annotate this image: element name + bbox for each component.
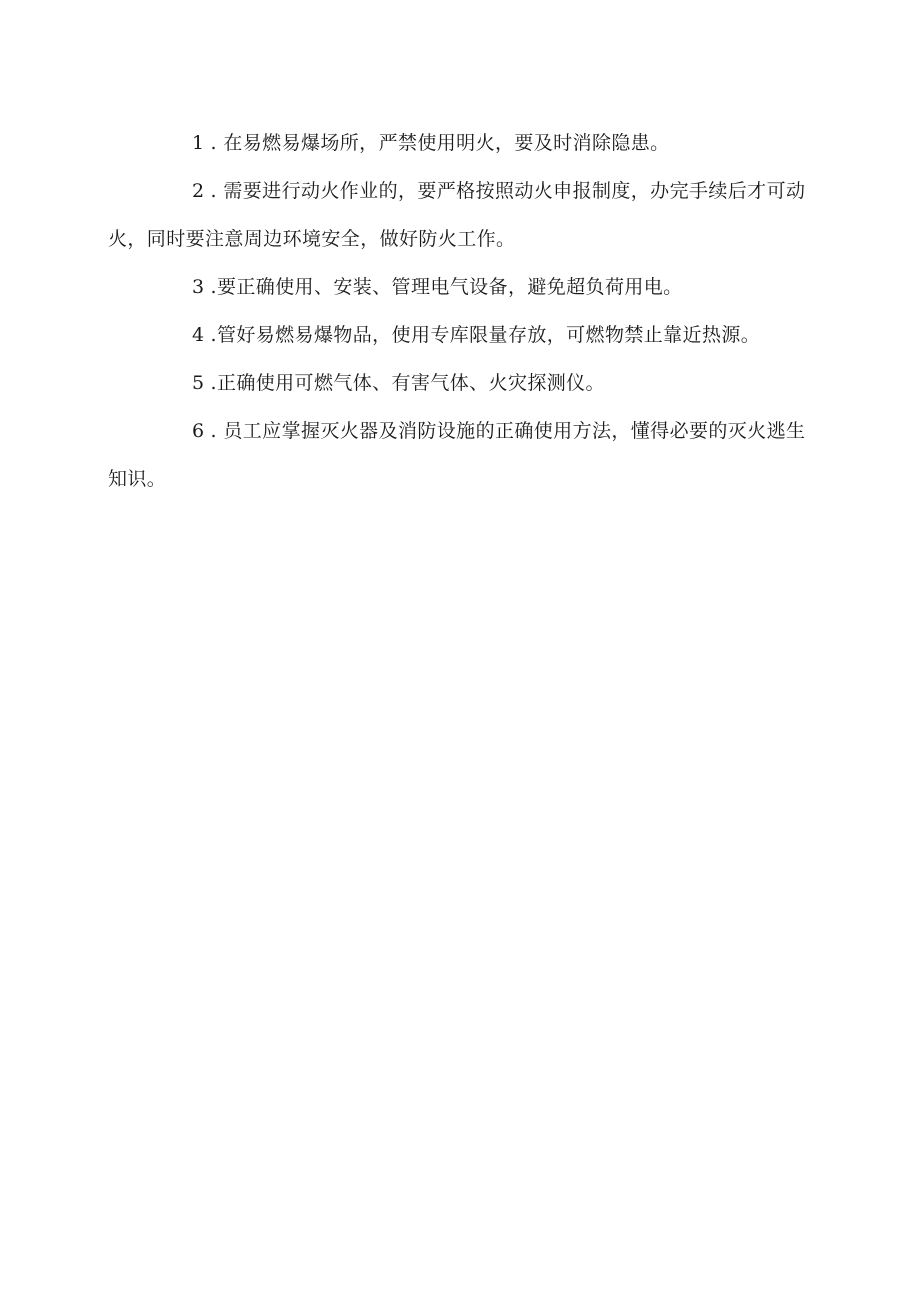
- rule-number: 1: [192, 132, 205, 154]
- rule-item-4: [108, 311, 808, 359]
- rule-number: 2: [192, 180, 205, 202]
- rule-item-1: [108, 119, 808, 167]
- rule-number: 4: [192, 324, 205, 346]
- rule-number: 6: [192, 420, 205, 442]
- rule-number: 3: [192, 276, 205, 298]
- rule-text: .正确使用可燃气体、有害气体、火灾探测仪。: [210, 372, 605, 394]
- safety-rules-list: [108, 119, 808, 503]
- rule-text: .要正确使用、安装、管理电气设备，避免超负荷用电。: [210, 276, 683, 298]
- rule-text: .管好易燃易爆物品，使用专库限量存放，可燃物禁止靠近热源。: [210, 324, 761, 346]
- rule-text: . 在易燃易爆场所，严禁使用明火，要及时消除隐患。: [210, 132, 670, 154]
- rule-item-3: [108, 263, 808, 311]
- rule-text: . 需要进行动火作业的，要严格按照动火申报制度，办完手续后才可动火，同时要注意周边环境安全，做好防火工作。: [108, 180, 806, 250]
- rule-text: . 员工应掌握灭火器及消防设施的正确使用方法，懂得必要的灭火逃生知识。: [108, 420, 806, 490]
- rule-item-2: [108, 167, 808, 263]
- rule-item-6: [108, 407, 808, 503]
- rule-number: 5: [192, 372, 205, 394]
- rule-item-5: [108, 359, 808, 407]
